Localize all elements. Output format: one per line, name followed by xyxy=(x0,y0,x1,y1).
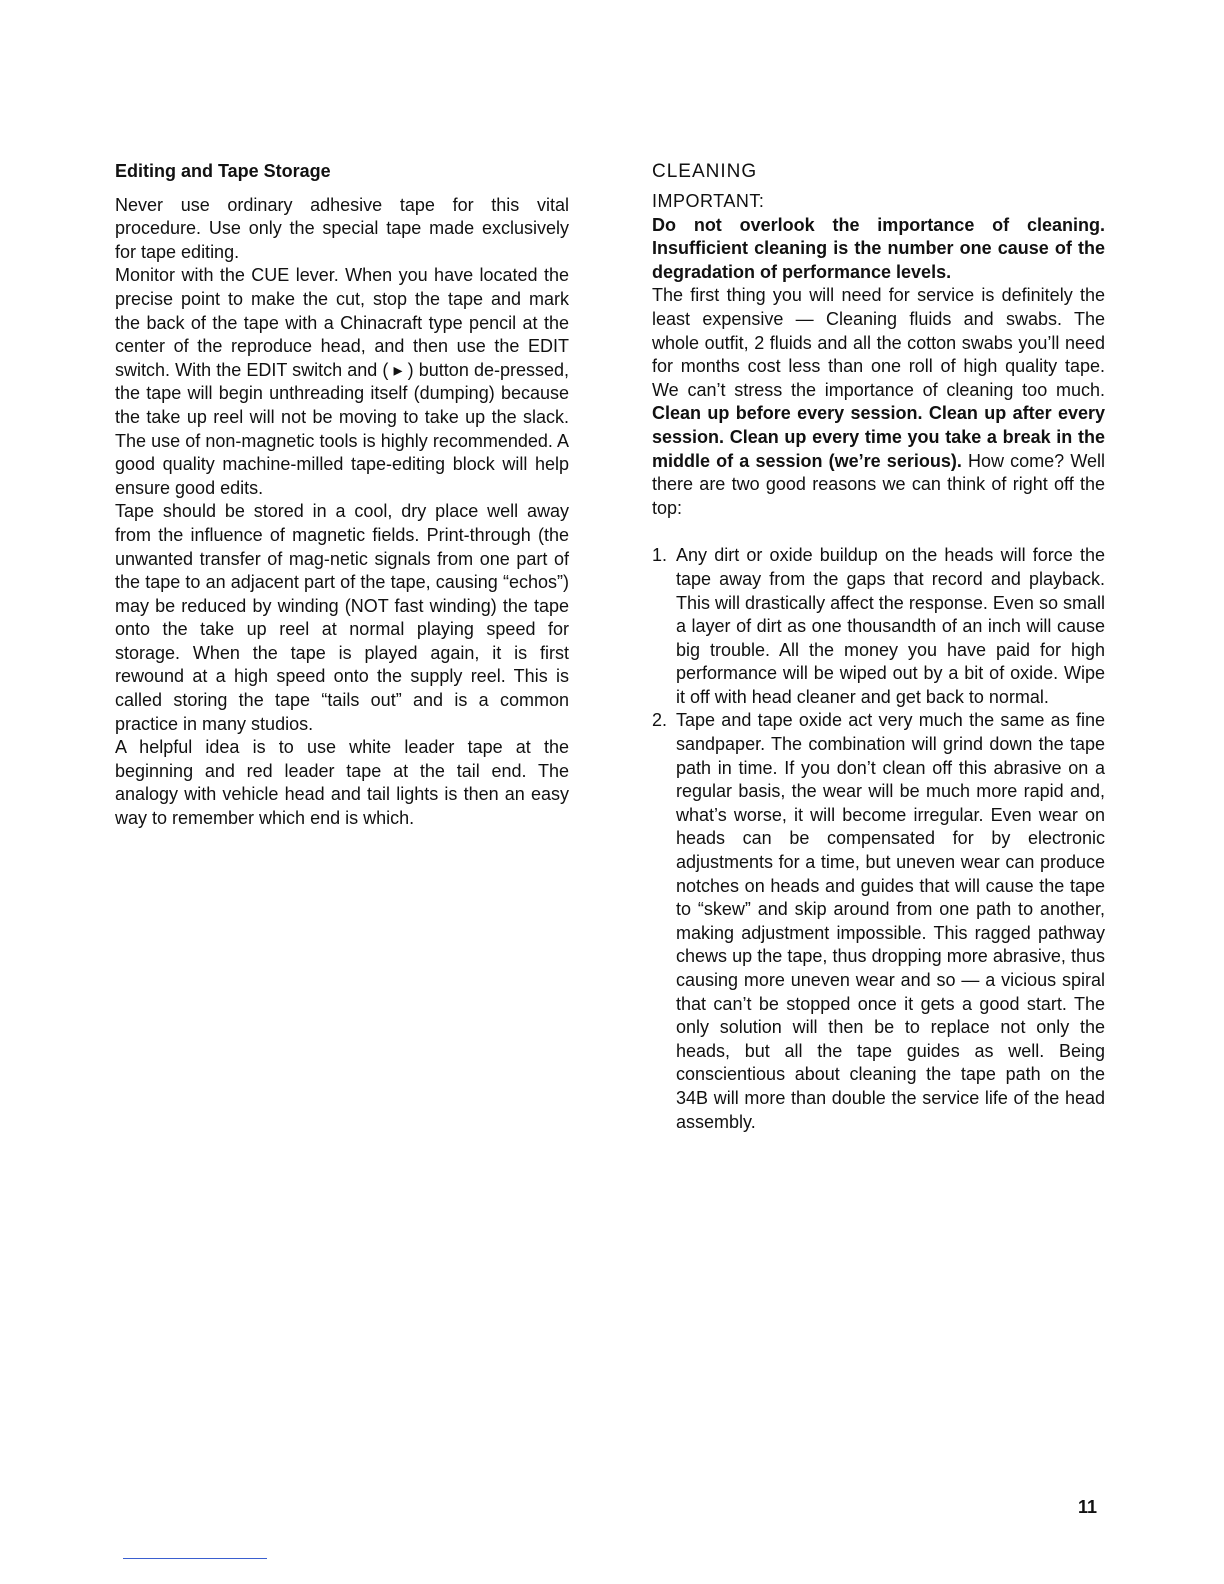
list-item-text: Any dirt or oxide buildup on the heads will force the tape away from the gaps that record and playback. This will drastically affect the response. Even so small a layer of dirt as one thousandth of an inch will cause big trouble. All the money you have paid for high performance will be wiped out by a bit of oxide. Wipe it off with head cleaner and get back to normal. xyxy=(676,545,1105,707)
reasons-list xyxy=(652,544,1105,1134)
cleaning-paragraph-start: The first thing you will need for service is definitely the least expensive — Cleaning fluids and swabs. The whole outfit, 2 fluids and all the cotton swabs you’ll need for months cost less than one roll of high quality tape. We can’t stress the importance of cleaning too much. xyxy=(652,285,1105,400)
list-item-number: 2. xyxy=(652,710,668,731)
paragraph-spacer xyxy=(652,520,1105,544)
right-column xyxy=(652,160,1105,1134)
important-notice: Do not overlook the importance of cleaning. Insufficient cleaning is the number one cause of the degradation of performance levels. xyxy=(652,214,1105,282)
cleaning-heading: CLEANING xyxy=(652,161,758,182)
cleaning-paragraph-end: How come? Well there are two good reasons we can think of right off the top: xyxy=(652,450,1105,518)
cleaning-paragraph xyxy=(652,284,1105,520)
page-number: 11 xyxy=(1078,1497,1098,1517)
storage-paragraph-1: Tape should be stored in a cool, dry place well away from the influence of magnetic fields. Print-through (the unwanted transfer of mag-netic signals from one part of the tape to an adjacent part of the tape, causing “echos”) may be reduced by winding (NOT fast winding) the tape onto the take up reel at normal playing speed for storage. When the tape is played again, it is first rewound at a high speed onto the supply reel. This is called storing the tape “tails out” and is a common practice in many studios. xyxy=(115,501,569,734)
footer-divider xyxy=(123,1558,267,1559)
list-item xyxy=(652,544,1105,709)
cleaning-paragraph-emphasis: Clean up before every session. Clean up after every session. Clean up every time you take a break in the middle of a session (we’re serious). xyxy=(652,403,1105,471)
list-item xyxy=(652,709,1105,1134)
list-item-text: Tape and tape oxide act very much the same as fine sandpaper. The combination will grind down the tape path in time. If you don’t clean off this abrasive on a regular basis, the wear will be much more rapid and, what’s worse, it will become irregular. Even wear on heads can be compensated for by electronic adjustments for a time, but uneven wear can produce notches on heads and guides that will cause the tape to “skew” and skip around from one path to another, making adjustment impossible. This ragged pathway chews up the tape, thus dropping more abrasive, thus causing more uneven wear and so — a vicious spiral that can’t be stopped once it gets a good start. The only solution will then be to replace not only the heads, but all the tape guides as well. Being conscientious about cleaning the tape path on the 34B will more than double the service life of the head assembly. xyxy=(676,710,1105,1132)
editing-storage-heading: Editing and Tape Storage xyxy=(115,161,331,181)
storage-paragraph-2: A helpful idea is to use white leader tape at the beginning and red leader tape at the tail end. The analogy with vehicle head and tail lights is then an easy way to remember which end is which. xyxy=(115,737,569,829)
left-column xyxy=(115,160,569,831)
important-label: IMPORTANT: xyxy=(652,191,765,211)
list-item-number: 1. xyxy=(652,545,668,566)
editing-paragraph-1: Never use ordinary adhesive tape for this vital procedure. Use only the special tape made exclusively for tape editing. xyxy=(115,194,569,262)
editing-paragraph-2: Monitor with the CUE lever. When you have located the precise point to make the cut, stop the tape and mark the back of the tape with a Chinacraft type pencil at the center of the reproduce head, and then use the EDIT switch. With the EDIT switch and ( ▸ ) button de-pressed, the tape will begin unthreading itself (dumping) because the take up reel will not be moving to take up the slack. The use of non-magnetic tools is highly recommended. A good quality machine-milled tape-editing block will help ensure good edits. xyxy=(115,265,569,498)
